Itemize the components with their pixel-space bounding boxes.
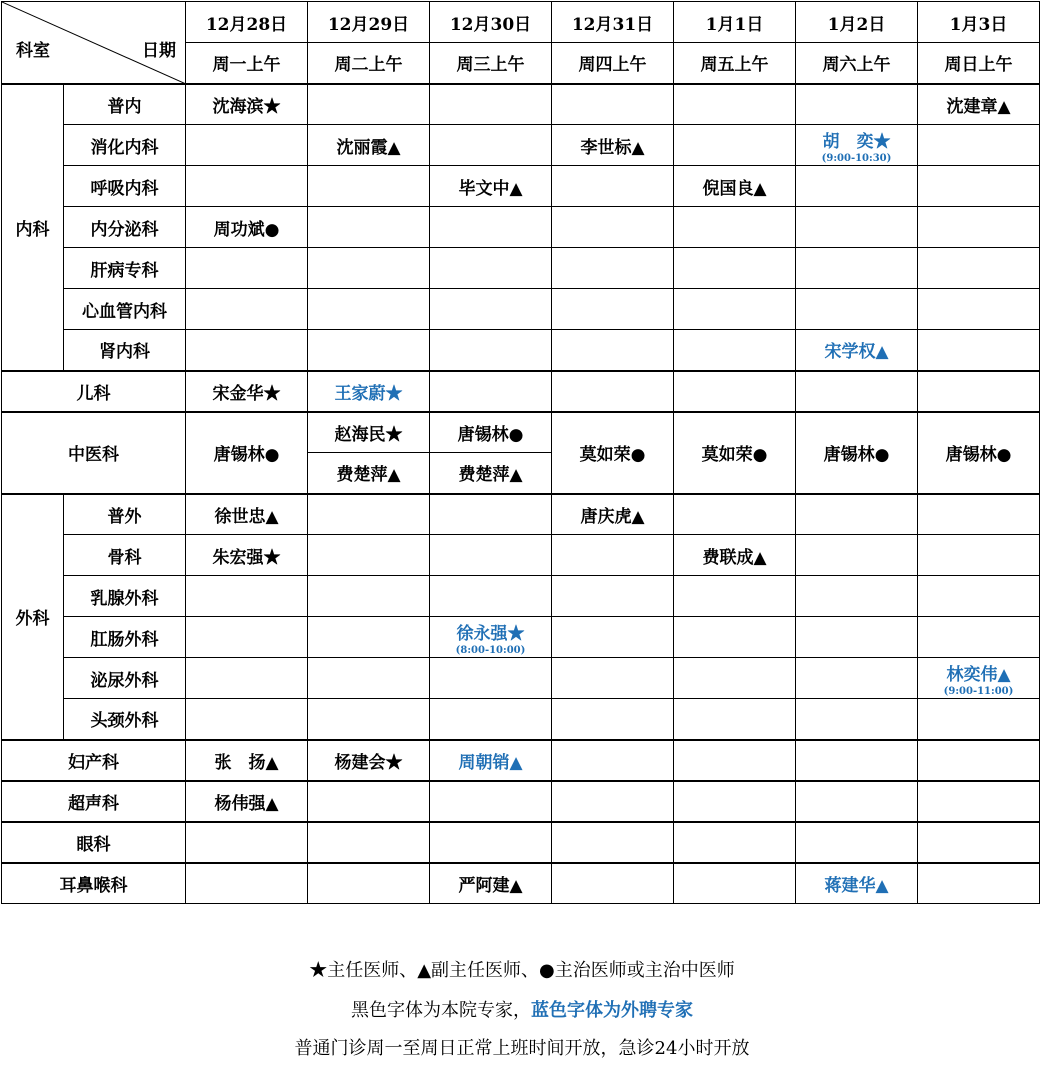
doctor-cell xyxy=(918,863,1040,904)
doctor-cell xyxy=(186,822,308,863)
doctor-cell xyxy=(186,617,308,658)
doctor-cell xyxy=(552,535,674,576)
doctor-cell xyxy=(430,289,552,330)
doctor-cell xyxy=(796,289,918,330)
doctor-cell: 倪国良▲ xyxy=(674,166,796,207)
doctor-cell xyxy=(552,207,674,248)
date-4: 1月1日 xyxy=(674,2,796,43)
group-yanke: 眼科 xyxy=(2,822,186,863)
weekday-6: 周日上午 xyxy=(918,43,1040,84)
doctor-cell xyxy=(674,330,796,371)
subdept: 消化内科 xyxy=(64,125,186,166)
doctor-cell xyxy=(918,494,1040,535)
doctor-cell xyxy=(552,289,674,330)
dept-label: 科室 xyxy=(16,41,50,61)
doctor-cell xyxy=(186,576,308,617)
doctor-cell xyxy=(674,84,796,125)
doctor-cell: 周功斌● xyxy=(186,207,308,248)
doctor-cell: 毕文中▲ xyxy=(430,166,552,207)
doctor-cell xyxy=(552,330,674,371)
legend-black-text: 黑色字体为本院专家， xyxy=(351,1000,531,1021)
doctor-name: 徐永强★ xyxy=(456,623,525,644)
date-label: 日期 xyxy=(142,41,176,61)
doctor-cell xyxy=(430,822,552,863)
time-note: (9:00-10:30) xyxy=(821,152,892,164)
doctor-cell: 唐锡林● xyxy=(918,412,1040,494)
subdept: 呼吸内科 xyxy=(64,166,186,207)
subdept: 肝病专科 xyxy=(64,248,186,289)
doctor-cell xyxy=(918,822,1040,863)
doctor-cell xyxy=(430,494,552,535)
weekday-1: 周二上午 xyxy=(308,43,430,84)
doctor-cell xyxy=(796,248,918,289)
weekday-3: 周四上午 xyxy=(552,43,674,84)
date-2: 12月30日 xyxy=(430,2,552,43)
doctor-cell: 朱宏强★ xyxy=(186,535,308,576)
doctor-cell xyxy=(430,781,552,822)
doctor-cell-external: 宋学权▲ xyxy=(796,330,918,371)
legend-blue-text: 蓝色字体为外聘专家 xyxy=(531,1000,693,1021)
doctor-cell xyxy=(796,699,918,740)
doctor-cell xyxy=(308,822,430,863)
doctor-cell xyxy=(796,207,918,248)
doctor-cell xyxy=(552,658,674,699)
doctor-cell xyxy=(308,781,430,822)
doctor-cell xyxy=(308,699,430,740)
doctor-cell xyxy=(552,576,674,617)
subdept: 内分泌科 xyxy=(64,207,186,248)
doctor-cell: 杨伟强▲ xyxy=(186,781,308,822)
subdept: 肛肠外科 xyxy=(64,617,186,658)
legend-colors xyxy=(0,996,1044,1022)
doctor-cell: 宋金华★ xyxy=(186,371,308,412)
doctor-cell xyxy=(308,248,430,289)
doctor-cell xyxy=(796,781,918,822)
doctor-cell xyxy=(674,576,796,617)
doctor-cell xyxy=(674,494,796,535)
doctor-cell xyxy=(674,125,796,166)
date-6: 1月3日 xyxy=(918,2,1040,43)
group-waike: 外科 xyxy=(2,494,64,740)
doctor-cell xyxy=(308,617,430,658)
doctor-cell xyxy=(552,371,674,412)
schedule-table xyxy=(1,1,1040,904)
doctor-cell xyxy=(308,658,430,699)
doctor-cell xyxy=(186,125,308,166)
doctor-cell xyxy=(918,740,1040,781)
doctor-name: 胡 奕★ xyxy=(822,131,891,152)
doctor-cell xyxy=(796,822,918,863)
doctor-cell xyxy=(186,166,308,207)
group-erke: 儿科 xyxy=(2,371,186,412)
doctor-cell xyxy=(552,822,674,863)
doctor-cell xyxy=(552,84,674,125)
date-1: 12月29日 xyxy=(308,2,430,43)
doctor-cell xyxy=(796,658,918,699)
doctor-cell: 沈丽霞▲ xyxy=(308,125,430,166)
doctor-cell xyxy=(674,658,796,699)
doctor-cell xyxy=(918,166,1040,207)
doctor-cell-external xyxy=(918,658,1040,699)
doctor-cell: 唐锡林● xyxy=(430,412,552,453)
doctor-cell xyxy=(918,576,1040,617)
doctor-cell: 费楚萍▲ xyxy=(308,453,430,494)
date-3: 12月31日 xyxy=(552,2,674,43)
doctor-cell-external xyxy=(430,617,552,658)
doctor-cell xyxy=(796,617,918,658)
subdept: 乳腺外科 xyxy=(64,576,186,617)
doctor-cell xyxy=(186,699,308,740)
doctor-cell xyxy=(796,494,918,535)
doctor-cell xyxy=(430,658,552,699)
doctor-cell xyxy=(674,699,796,740)
legend-symbols: ★主任医师、▲副主任医师、●主治医师或主治中医师 xyxy=(309,960,735,981)
doctor-cell xyxy=(308,494,430,535)
doctor-cell: 杨建会★ xyxy=(308,740,430,781)
doctor-cell xyxy=(552,617,674,658)
doctor-cell xyxy=(308,84,430,125)
doctor-cell: 唐锡林● xyxy=(796,412,918,494)
doctor-cell xyxy=(918,781,1040,822)
doctor-cell: 赵海民★ xyxy=(308,412,430,453)
doctor-cell xyxy=(430,535,552,576)
doctor-cell: 李世标▲ xyxy=(552,125,674,166)
doctor-cell xyxy=(674,822,796,863)
doctor-cell xyxy=(674,781,796,822)
doctor-cell xyxy=(674,371,796,412)
subdept: 普内 xyxy=(64,84,186,125)
subdept: 骨科 xyxy=(64,535,186,576)
doctor-cell xyxy=(308,207,430,248)
doctor-cell xyxy=(674,740,796,781)
doctor-cell xyxy=(918,371,1040,412)
subdept: 头颈外科 xyxy=(64,699,186,740)
doctor-cell: 唐锡林● xyxy=(186,412,308,494)
doctor-cell xyxy=(552,740,674,781)
doctor-cell xyxy=(674,207,796,248)
doctor-cell xyxy=(186,658,308,699)
doctor-cell xyxy=(796,166,918,207)
doctor-cell: 莫如荣● xyxy=(674,412,796,494)
doctor-cell xyxy=(796,84,918,125)
date-0: 12月28日 xyxy=(186,2,308,43)
group-neike: 内科 xyxy=(2,84,64,371)
doctor-cell xyxy=(308,535,430,576)
doctor-cell xyxy=(552,166,674,207)
doctor-cell: 费楚萍▲ xyxy=(430,453,552,494)
weekday-5: 周六上午 xyxy=(796,43,918,84)
group-erbi: 耳鼻喉科 xyxy=(2,863,186,904)
doctor-cell xyxy=(308,576,430,617)
time-note: (8:00-10:00) xyxy=(455,644,526,656)
legend-hours: 普通门诊周一至周日正常上班时间开放，急诊24小时开放 xyxy=(294,1038,750,1059)
doctor-cell xyxy=(308,289,430,330)
doctor-cell-external: 王家蔚★ xyxy=(308,371,430,412)
doctor-cell xyxy=(674,248,796,289)
doctor-cell xyxy=(430,207,552,248)
doctor-cell xyxy=(918,330,1040,371)
doctor-cell xyxy=(918,289,1040,330)
doctor-cell xyxy=(674,617,796,658)
doctor-cell xyxy=(674,289,796,330)
doctor-cell-external: 周朝销▲ xyxy=(430,740,552,781)
doctor-cell xyxy=(430,371,552,412)
doctor-cell xyxy=(674,863,796,904)
doctor-cell xyxy=(186,248,308,289)
doctor-cell-external: 蒋建华▲ xyxy=(796,863,918,904)
doctor-cell xyxy=(186,330,308,371)
doctor-cell: 张 扬▲ xyxy=(186,740,308,781)
doctor-cell xyxy=(430,125,552,166)
doctor-cell: 莫如荣● xyxy=(552,412,674,494)
doctor-cell xyxy=(430,248,552,289)
group-fuchan: 妇产科 xyxy=(2,740,186,781)
subdept: 泌尿外科 xyxy=(64,658,186,699)
doctor-cell xyxy=(552,781,674,822)
subdept: 普外 xyxy=(64,494,186,535)
doctor-cell: 严阿建▲ xyxy=(430,863,552,904)
doctor-cell xyxy=(918,248,1040,289)
doctor-cell xyxy=(552,863,674,904)
doctor-cell xyxy=(552,699,674,740)
doctor-name: 林奕伟▲ xyxy=(946,664,1011,685)
doctor-cell xyxy=(918,617,1040,658)
doctor-cell-external xyxy=(796,125,918,166)
doctor-cell xyxy=(430,330,552,371)
doctor-cell: 费联成▲ xyxy=(674,535,796,576)
doctor-cell xyxy=(552,248,674,289)
doctor-cell xyxy=(918,535,1040,576)
time-note: (9:00-11:00) xyxy=(943,685,1014,697)
subdept: 心血管内科 xyxy=(64,289,186,330)
doctor-cell xyxy=(796,535,918,576)
doctor-cell xyxy=(796,576,918,617)
date-5: 1月2日 xyxy=(796,2,918,43)
weekday-0: 周一上午 xyxy=(186,43,308,84)
doctor-cell xyxy=(918,699,1040,740)
doctor-cell xyxy=(308,863,430,904)
doctor-cell: 沈海滨★ xyxy=(186,84,308,125)
doctor-cell xyxy=(308,330,430,371)
doctor-cell xyxy=(186,289,308,330)
doctor-cell xyxy=(430,84,552,125)
doctor-cell xyxy=(186,863,308,904)
doctor-cell xyxy=(430,576,552,617)
doctor-cell xyxy=(308,166,430,207)
header-corner xyxy=(2,2,186,84)
subdept: 肾内科 xyxy=(64,330,186,371)
group-chaosheng: 超声科 xyxy=(2,781,186,822)
weekday-4: 周五上午 xyxy=(674,43,796,84)
doctor-cell xyxy=(796,371,918,412)
weekday-2: 周三上午 xyxy=(430,43,552,84)
doctor-cell: 沈建章▲ xyxy=(918,84,1040,125)
doctor-cell: 徐世忠▲ xyxy=(186,494,308,535)
doctor-cell xyxy=(796,740,918,781)
doctor-cell xyxy=(918,125,1040,166)
doctor-cell xyxy=(918,207,1040,248)
doctor-cell: 唐庆虎▲ xyxy=(552,494,674,535)
doctor-cell xyxy=(430,699,552,740)
group-zhongyi: 中医科 xyxy=(2,412,186,494)
